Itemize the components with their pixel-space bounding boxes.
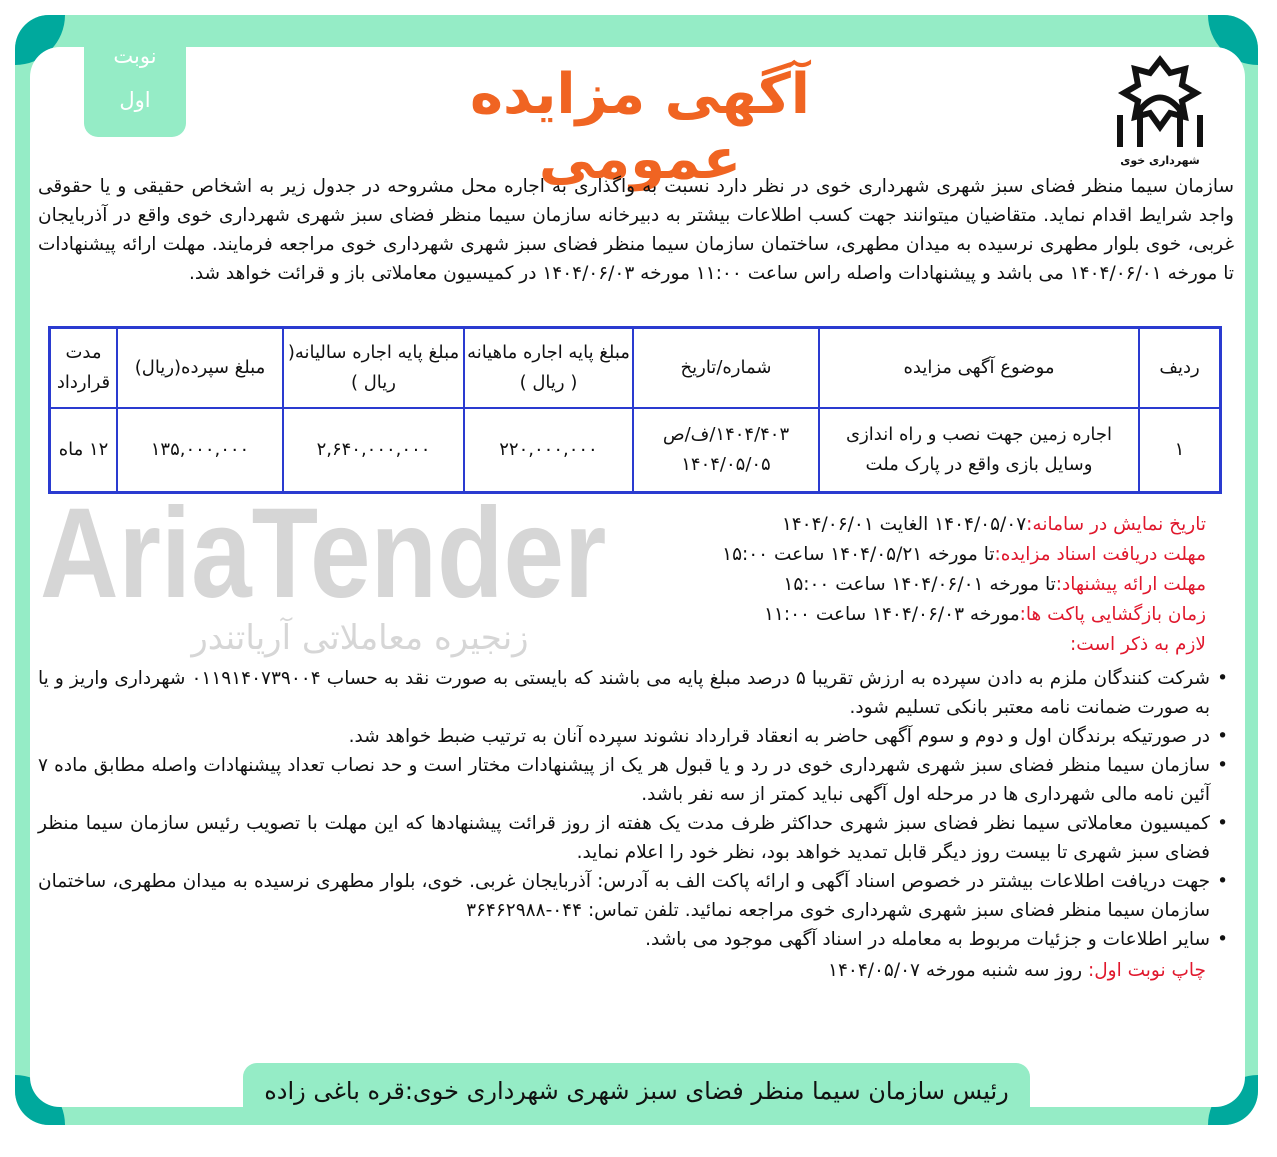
date-line <box>38 630 1206 660</box>
date-label: مهلت ارائه پیشنهاد: <box>1055 574 1206 595</box>
table-header-row <box>50 328 1221 409</box>
cell-duration: ۱۲ ماه <box>50 408 118 493</box>
cell-annual-rent: ۲,۶۴۰,۰۰۰,۰۰۰ <box>283 408 464 493</box>
list-item: • سایر اطلاعات و جزئیات مربوط به معامله در اسناد آگهی موجود می باشد. <box>38 925 1234 954</box>
list-item: • جهت دریافت اطلاعات بیشتر در خصوص اسناد آگهی و ارائه پاکت الف به آدرس: آذربایجان غربی. خوی، بلوار مطهری نرسیده به میدان مطهری، ساختمان سازمان سیما منظر فضای سبز شهری شهرداری خوی مراجعه نمائید. تلفن تماس: ۰۴۴-۳۶۴۶۲۹۸۸ <box>38 867 1234 925</box>
date-value: تا مورخه ۱۴۰۴/۰۶/۰۱ ساعت ۱۵:۰۰ <box>783 574 1056 595</box>
list-item: • سازمان سیما منظر فضای سبز شهری شهرداری خوی در رد و یا قبول هر یک از پیشنهادات مختار است و حد نصاب تعداد پیشنهادات واصله مطابق ماده ۷ آئین نامه مالی شهرداری ها در مرحله اول آگهی نباید کمتر از سه نفر باشد. <box>38 751 1234 809</box>
date-line <box>38 600 1206 630</box>
col-header-annual-rent: مبلغ پایه اجاره سالیانه( ریال ) <box>283 328 464 409</box>
municipality-logo <box>1105 55 1215 170</box>
print-label: چاپ نوبت اول: <box>1087 960 1206 981</box>
col-header-number-date: شماره/تاریخ <box>633 328 819 409</box>
logo-text: شهرداری خوی <box>1120 154 1200 167</box>
print-info <box>38 956 1206 985</box>
turn-label: نوبت <box>113 44 157 68</box>
cell-subject: اجاره زمین جهت نصب و راه اندازی وسایل بازی واقع در پارک ملت <box>819 408 1139 493</box>
date-label: زمان بازگشایی پاکت ها: <box>1019 604 1206 625</box>
date-label: تاریخ نمایش در سامانه: <box>1026 514 1206 535</box>
date-value: مورخه ۱۴۰۴/۰۶/۰۳ ساعت ۱۱:۰۰ <box>763 604 1020 625</box>
cell-row-number: ۱ <box>1139 408 1221 493</box>
intro-paragraph: سازمان سیما منظر فضای سبز شهری شهرداری خوی در نظر دارد نسبت به واگذاری به اجاره محل مشروحه در جدول زیر به اشخاص حقیقی و یا حقوقی واجد شرایط اقدام نماید. متقاضیان میتوانند جهت کسب اطلاعات بیشتر به دبیرخانه سازمان سیما منظر فضای سبز شهری شهرداری خوی واقع در آذربایجان غربی، خوی بلوار مطهری نرسیده به میدان مطهری، ساختمان سازمان سیما منظر فضای سبز شهری شهرداری خوی مراجعه فرمایند. مهلت ارائه پیشنهادات تا مورخه ۱۴۰۴/۰۶/۰۱ می باشد و پیشنهادات واصله راس ساعت ۱۱:۰۰ مورخه ۱۴۰۴/۰۶/۰۳ در کمیسیون معاملاتی باز و قرائت خواهد شد. <box>38 176 1234 284</box>
date-value: ۱۴۰۴/۰۵/۰۷ الغایت ۱۴۰۴/۰۶/۰۱ <box>781 514 1027 535</box>
turn-number: اول <box>119 88 151 112</box>
conditions-list <box>38 664 1234 954</box>
col-header-monthly-rent: مبلغ پایه اجاره ماهیانه ( ریال ) <box>464 328 633 409</box>
cell-deposit: ۱۳۵,۰۰۰,۰۰۰ <box>117 408 283 493</box>
date-line <box>38 540 1206 570</box>
list-item: • کمیسیون معاملاتی سیما نظر فضای سبز شهری حداکثر ظرف مدت یک هفته از روز قرائت پیشنهادها که این مهلت با تصویب رئیس سازمان سیما منظر فضای سبز شهری تا بیست روز دیگر قابل تمدید خواهد بود، نظر خود را اعلام نماید. <box>38 809 1234 867</box>
date-label: مهلت دریافت اسناد مزایده: <box>994 544 1206 565</box>
cell-number-date: ۱۴۰۴/۴۰۳/ف/ص ۱۴۰۴/۰۵/۰۵ <box>633 408 819 493</box>
date-value: تا مورخه ۱۴۰۴/۰۵/۲۱ ساعت ۱۵:۰۰ <box>722 544 995 565</box>
notice-body <box>38 172 1234 985</box>
watermark-tagline: زنجیره معاملاتی آریاتندر <box>191 618 529 658</box>
auction-table <box>48 326 1222 494</box>
list-item: • شرکت کنندگان ملزم به دادن سپرده به ارزش تقریبا ۵ درصد مبلغ پایه می باشند که بایستی به صورت نقد به حساب ۰۱۱۹۱۴۰۷۳۹۰۰۴ شهرداری واریز و یا به صورت ضمانت نامه معتبر بانکی تسلیم شود. <box>38 664 1234 722</box>
col-header-subject: موضوع آگهی مزایده <box>819 328 1139 409</box>
cell-monthly-rent: ۲۲۰,۰۰۰,۰۰۰ <box>464 408 633 493</box>
watermark-brand: AriaTender <box>40 482 607 625</box>
note-label: لازم به ذکر است: <box>1070 634 1206 655</box>
logo-icon <box>1110 55 1210 150</box>
date-line <box>38 510 1206 540</box>
dates-section <box>38 510 1206 660</box>
print-value: روز سه شنبه مورخه ۱۴۰۴/۰۵/۰۷ <box>828 960 1083 981</box>
col-header-deposit: مبلغ سپرده(ریال) <box>117 328 283 409</box>
col-header-duration: مدت قرارداد <box>50 328 118 409</box>
page-title: آگهی مزایده عمومی <box>469 62 811 192</box>
table-row <box>50 408 1221 493</box>
list-item: • در صورتیکه برندگان اول و دوم و سوم آگهی حاضر به انعقاد قرارداد نشوند سپرده آنان به ترتیب ضبط خواهد شد. <box>38 722 1234 751</box>
date-line <box>38 570 1206 600</box>
col-header-row-number: ردیف <box>1139 328 1221 409</box>
footer-signature: رئیس سازمان سیما منظر فضای سبز شهری شهرداری خوی:قره باغی زاده <box>243 1063 1030 1125</box>
turn-badge <box>84 30 186 137</box>
